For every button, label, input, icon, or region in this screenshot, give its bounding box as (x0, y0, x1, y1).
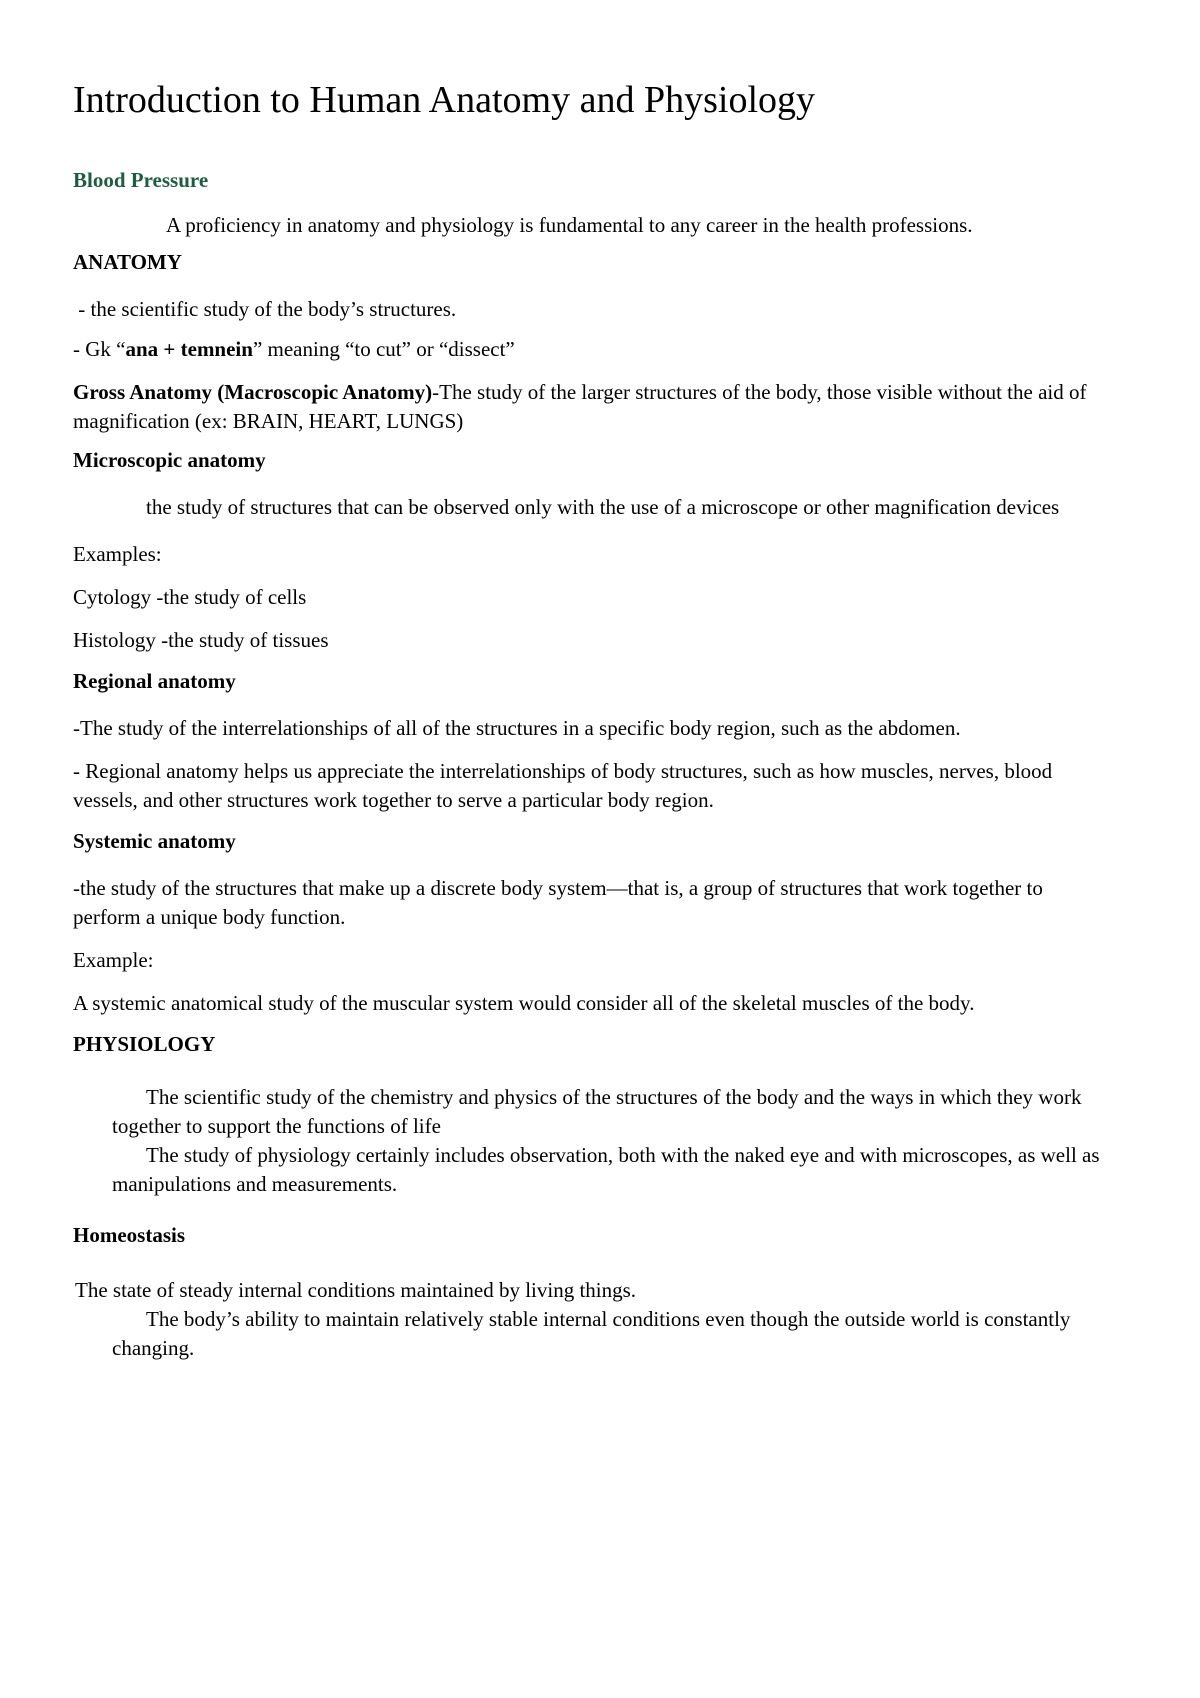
gross-anatomy-term: Gross Anatomy (Macroscopic Anatomy) (73, 380, 433, 405)
microscopic-definition: the study of structures that can be observed only with the use of a microscope or other magnification devices (146, 495, 1060, 520)
page-title: Introduction to Human Anatomy and Physiology (73, 79, 816, 121)
systemic-example-label: Example: (73, 948, 154, 972)
anatomy-etymology (73, 335, 1113, 364)
systemic-heading: Systemic anatomy (73, 829, 236, 854)
anatomy-definition: - the scientific study of the body’s structures. (73, 296, 457, 321)
example-cytology: Cytology -the study of cells (73, 585, 307, 610)
homeostasis-text-1: The state of steady internal conditions maintained by living things. (75, 1277, 637, 1302)
systemic-example: A systemic anatomical study of the muscular system would consider all of the skeletal muscles of the body. (73, 990, 975, 1015)
gross-anatomy-paragraph (73, 378, 1113, 436)
etymology-term: ana + temnein (125, 337, 253, 362)
anatomy-heading: ANATOMY (73, 249, 182, 274)
document-page (73, 78, 1113, 1363)
homeostasis-text-2: The body’s ability to maintain relatively stable internal conditions even though the outside world is constantly changing. (112, 1306, 1071, 1360)
gross-anatomy-text: -The study of the larger structures of the body, those visible without the aid of magnification (ex: BRAIN, HEART, LUNGS) (73, 380, 1087, 434)
systemic-text: -the study of the structures that make up a discrete body system—that is, a group of structures that work together to perform a unique body function. (73, 876, 1043, 930)
regional-text-2: - Regional anatomy helps us appreciate the interrelationships of body structures, such as how muscles, nerves, blood vessels, and other structures work together to serve a particular body region. (73, 759, 1053, 813)
etymology-suffix: ” meaning “to cut” or “dissect” (252, 337, 515, 362)
physiology-heading: PHYSIOLOGY (73, 1031, 216, 1056)
examples-label: Examples: (73, 542, 162, 567)
physiology-text-1: The scientific study of the chemistry and physics of the structures of the body and the ways in which they work together to support the functions of life (112, 1084, 1082, 1138)
regional-heading: Regional anatomy (73, 669, 236, 694)
example-histology: Histology -the study of tissues (73, 628, 329, 653)
regional-text-1: -The study of the interrelationships of all of the structures in a specific body region, such as the abdomen. (73, 716, 961, 741)
physiology-text-2: The study of physiology certainly includes observation, both with the naked eye and with microscopes, as well as manipulations and measurements. (112, 1142, 1100, 1196)
microscopic-heading: Microscopic anatomy (73, 448, 266, 473)
intro-paragraph: A proficiency in anatomy and physiology is fundamental to any career in the health professions. (166, 212, 973, 237)
homeostasis-heading: Homeostasis (73, 1222, 185, 1247)
etymology-prefix: - Gk “ (73, 337, 126, 362)
subtitle: Blood Pressure (73, 167, 209, 192)
